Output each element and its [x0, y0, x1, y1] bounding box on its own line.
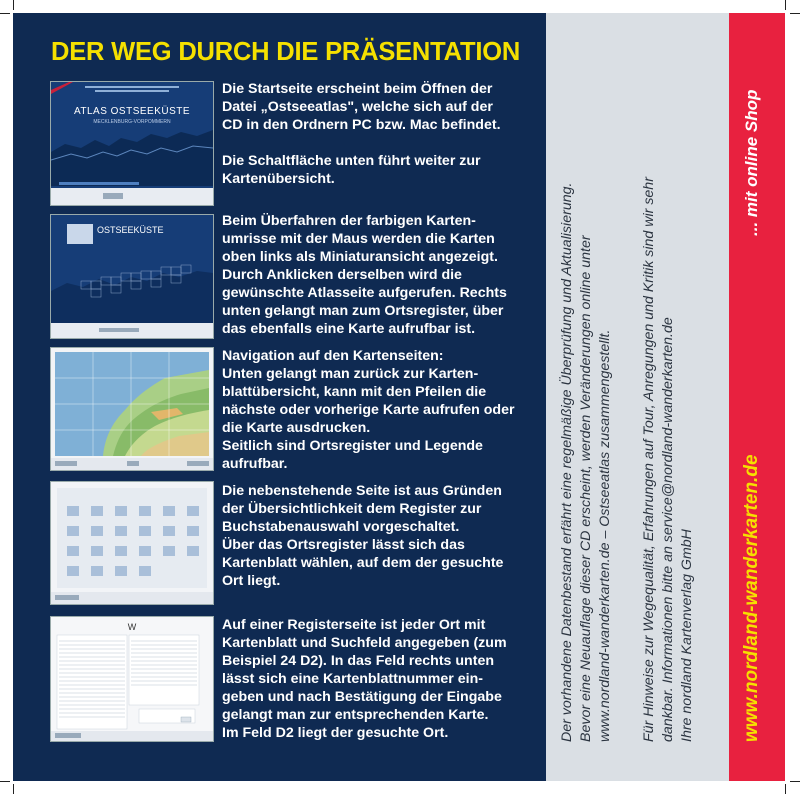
text-line: Navigation auf den Kartenseiten:	[222, 348, 444, 364]
text-line: CD in den Ordnern PC bzw. Mac befindet.	[222, 117, 501, 133]
thumbnail-map-overview	[50, 214, 214, 339]
crop-mark	[0, 781, 10, 782]
page-title: DER WEG DURCH DIE PRÄSENTATION	[51, 38, 521, 66]
text-line: Durch Anklicken derselben wird die	[222, 267, 462, 283]
text-line: lässt sich eine Kartenblattnummer ein-	[222, 671, 483, 687]
crop-mark	[13, 784, 14, 794]
website-link[interactable]: www.nordland-wanderkarten.de	[741, 454, 762, 742]
text-line: blattübersicht, kann mit den Pfeilen die	[222, 384, 487, 400]
text-line: die Karte ausdrucken.	[222, 420, 371, 436]
text-line: unten gelangt man zum Ortsregister, über	[222, 303, 504, 319]
text-line: Datei „Ostseeatlas", welche sich auf der	[222, 99, 493, 115]
thumbnail-start-page	[50, 81, 214, 206]
text-line: Unten gelangt man zurück zur Karten-	[222, 366, 479, 382]
text-line: geben und nach Bestätigung der Eingabe	[222, 689, 502, 705]
crop-mark	[790, 781, 800, 782]
start-page-heading: ATLAS OSTSEEKÜSTE	[73, 106, 191, 117]
text-line: oben links als Miniaturansicht angezeigt.	[222, 249, 498, 265]
text-line: Beispiel 24 D2). In das Feld rechts unten	[222, 653, 495, 669]
text-line: Die Schaltfläche unten führt weiter zur	[222, 153, 481, 169]
crop-mark	[785, 0, 786, 10]
crop-mark	[785, 784, 786, 794]
text-line: Für Hinweise zur Wegequalität, Erfahrungen auf Tour, Anregungen und Kritik sind wir sehr	[641, 177, 657, 742]
contact-notice	[640, 37, 697, 742]
paragraph-register-page	[222, 616, 531, 742]
text-line: Beim Überfahren der farbigen Karten-	[222, 213, 476, 229]
paragraph-start-page	[222, 80, 531, 188]
overview-heading: OSTSEEKÜSTE	[97, 225, 164, 235]
text-line: Die Startseite erscheint beim Öffnen der	[222, 81, 493, 97]
crop-mark	[13, 0, 14, 10]
start-page-subheading: MECKLENBURG-VORPOMMERN	[93, 119, 171, 125]
thumbnail-register-selection	[50, 481, 214, 605]
text-line: der Übersichtlichkeit dem Register zur	[222, 501, 482, 517]
text-line: Ort liegt.	[222, 573, 281, 589]
thumbnail-map-page	[50, 347, 214, 471]
text-line: Kartenblatt und Suchfeld angegeben (zum	[222, 635, 507, 651]
paragraph-register-selection	[222, 482, 531, 590]
start-page-image	[51, 82, 213, 205]
online-shop-label: ... mit online Shop	[742, 89, 761, 236]
map-page-image	[51, 348, 213, 470]
paragraph-overview	[222, 212, 531, 338]
thumbnail-register-page	[50, 616, 214, 742]
text-line: Auf einer Registerseite ist jeder Ort mit	[222, 617, 486, 633]
crop-mark	[790, 13, 800, 14]
text-line: gelangt man zur entsprechenden Karte.	[222, 707, 489, 723]
text-line: umrisse mit der Maus werden die Karten	[222, 231, 495, 247]
register-page-image	[51, 617, 213, 741]
text-line: Bevor eine Neuauflage dieser CD erscheint, werden Veränderungen online unter	[578, 235, 594, 742]
text-line: Der vorhandene Datenbestand erfährt eine regelmäßige Überprüfung und Aktualisierung.	[559, 182, 575, 742]
text-line: Buchstabenauswahl vorgeschaltet.	[222, 519, 460, 535]
crop-mark	[0, 13, 10, 14]
register-selection-image	[51, 482, 213, 604]
text-line: dankbar. Informationen bitte an service@nordland-wanderkarten.de	[660, 317, 676, 742]
text-line: Seitlich sind Ortsregister und Legende	[222, 438, 483, 454]
register-letter: W	[127, 622, 137, 632]
text-line: Kartenübersicht.	[222, 171, 335, 187]
text-line: Im Feld D2 liegt der gesuchte Ort.	[222, 725, 449, 741]
update-notice	[558, 37, 615, 742]
text-line: www.nordland-wanderkarten.de – Ostseeatlas zusammengestellt.	[597, 329, 613, 742]
text-line: gewünschte Atlasseite aufgerufen. Rechts	[222, 285, 507, 301]
text-line: Über das Ortsregister lässt sich das	[222, 537, 465, 553]
text-line: aufrufbar.	[222, 456, 288, 472]
text-line: das ebenfalls eine Karte aufrufbar ist.	[222, 321, 476, 337]
paragraph-navigation	[222, 347, 531, 473]
text-line: Kartenblatt wählen, auf dem der gesuchte	[222, 555, 504, 571]
text-line: Die nebenstehende Seite ist aus Gründen	[222, 483, 502, 499]
text-line: Ihre nordland Kartenverlag GmbH	[679, 529, 695, 742]
text-line: nächste oder vorherige Karte aufrufen oder	[222, 402, 515, 418]
